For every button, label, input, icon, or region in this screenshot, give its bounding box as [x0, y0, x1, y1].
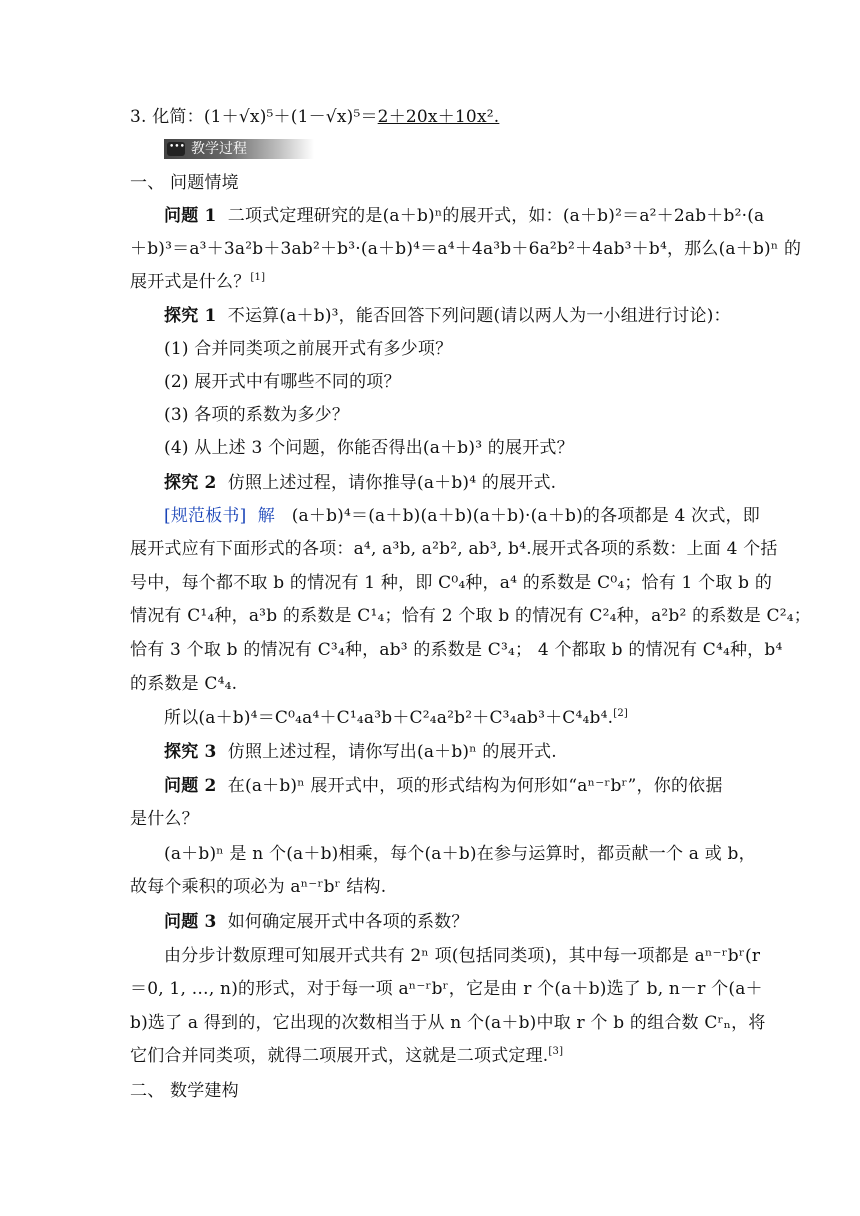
question-1-line-3: 展开式是什么？[1]: [130, 272, 266, 292]
question-2-line-1: 问题 2 在(a＋b)ⁿ 展开式中，项的形式结构为何形如“aⁿ⁻ʳbʳ”，你的依据: [164, 776, 723, 796]
board-line-3: 号中，每个都不取 b 的情况有 1 种，即 C⁰₄种，a⁴ 的系数是 C⁰₄；恰有 1 个取 b 的: [130, 573, 773, 593]
exercise-expression: (1＋√x)⁵＋(1－√x)⁵＝: [203, 107, 378, 127]
answer-3-line-4: 它们合并同类项，就得二项展开式，这就是二项式定理.[3]: [130, 1046, 564, 1066]
question-1-line-1: 问题 1 二项式定理研究的是(a＋b)ⁿ的展开式，如：(a＋b)²＝a²＋2ab＋b²·(a: [164, 206, 765, 226]
explore-2-label: 探究 2: [164, 473, 217, 493]
footnote-ref-3: [3]: [548, 1046, 564, 1057]
explore-3-label: 探究 3: [164, 742, 217, 762]
question-3: 问题 3 如何确定展开式中各项的系数？: [164, 912, 469, 932]
explore-2: 探究 2 仿照上述过程，请你推导(a＋b)⁴ 的展开式.: [164, 473, 557, 493]
exercise-answer: 2＋20x＋10x².: [377, 107, 500, 127]
answer-3-line-2: ＝0, 1, …, n)的形式，对于每一项 aⁿ⁻ʳbʳ，它是由 r 个(a＋b)选了 b, n－r 个(a＋: [130, 979, 763, 999]
section-heading-2: 二、 数学建构: [130, 1081, 239, 1101]
answer-3-line-3: b)选了 a 得到的，它出现的次数相当于从 n 个(a＋b)中取 r 个 b 的组合数 Cʳₙ，将: [130, 1013, 766, 1033]
solution-label: 解: [257, 506, 275, 526]
question-1-line-2: ＋b)³＝a³＋3a²b＋3ab²＋b³·(a＋b)⁴＝a⁴＋4a³b＋6a²b²＋4ab³＋b⁴，那么(a＋b)ⁿ 的: [130, 239, 802, 259]
question-3-label: 问题 3: [164, 912, 217, 932]
explore-3: 探究 3 仿照上述过程，请你写出(a＋b)ⁿ 的展开式.: [164, 742, 557, 762]
answer-3-line-1: 由分步计数原理可知展开式共有 2ⁿ 项(包括同类项)，其中每一项都是 aⁿ⁻ʳbʳ(r: [164, 946, 761, 966]
list-item: (3) 各项的系数为多少？: [164, 405, 350, 425]
footnote-ref-1: [1]: [250, 272, 266, 283]
exercise-number: 3. 化简：: [130, 107, 204, 127]
footnote-ref-2: [2]: [613, 708, 629, 719]
board-line-2: 展开式应有下面形式的各项：a⁴, a³b, a²b², ab³, b⁴.展开式各项的系数：上面 4 个括: [130, 539, 778, 559]
expansion-result: 所以(a＋b)⁴＝C⁰₄a⁴＋C¹₄a³b＋C²₄a²b²＋C³₄ab³＋C⁴₄b⁴.[2]: [164, 708, 629, 728]
list-item: (2) 展开式中有哪些不同的项？: [164, 372, 401, 392]
section-heading-1: 一、 问题情境: [130, 173, 239, 193]
board-line-5: 恰有 3 个取 b 的情况有 C³₄种，ab³ 的系数是 C³₄； 4 个都取 b 的情况有 C⁴₄种，b⁴: [130, 640, 783, 660]
exercise-3: [130, 106, 730, 128]
list-item: (1) 合并同类项之前展开式有多少项？: [164, 339, 453, 359]
explore-1: 探究 1 不运算(a＋b)³，能否回答下列问题(请以两人为一小组进行讨论)：: [164, 306, 731, 326]
board-label: [规范板书]: [164, 506, 247, 526]
explore-1-label: 探究 1: [164, 306, 217, 326]
chat-bubble-icon: [167, 142, 185, 156]
section-tag: [164, 139, 314, 159]
question-1-label: 问题 1: [164, 206, 217, 226]
board-line-6: 的系数是 C⁴₄.: [130, 674, 238, 694]
board-line-4: 情况有 C¹₄种，a³b 的系数是 C¹₄；恰有 2 个取 b 的情况有 C²₄种，a²b² 的系数是 C²₄；: [130, 606, 811, 626]
question-2-label: 问题 2: [164, 776, 217, 796]
answer-2-line-1: (a＋b)ⁿ 是 n 个(a＋b)相乘，每个(a＋b)在参与运算时，都贡献一个 a 或 b，: [164, 844, 756, 864]
answer-2-line-2: 故每个乘积的项必为 aⁿ⁻ʳbʳ 结构.: [130, 877, 387, 897]
question-2-line-2: 是什么？: [130, 809, 199, 829]
section-tag-label: 教学过程: [191, 141, 247, 157]
board-line-1: [规范板书] 解 (a＋b)⁴＝(a＋b)(a＋b)(a＋b)·(a＋b)的各项都是 4 次式，即: [164, 506, 760, 526]
list-item: (4) 从上述 3 个问题，你能否得出(a＋b)³ 的展开式？: [164, 438, 574, 458]
